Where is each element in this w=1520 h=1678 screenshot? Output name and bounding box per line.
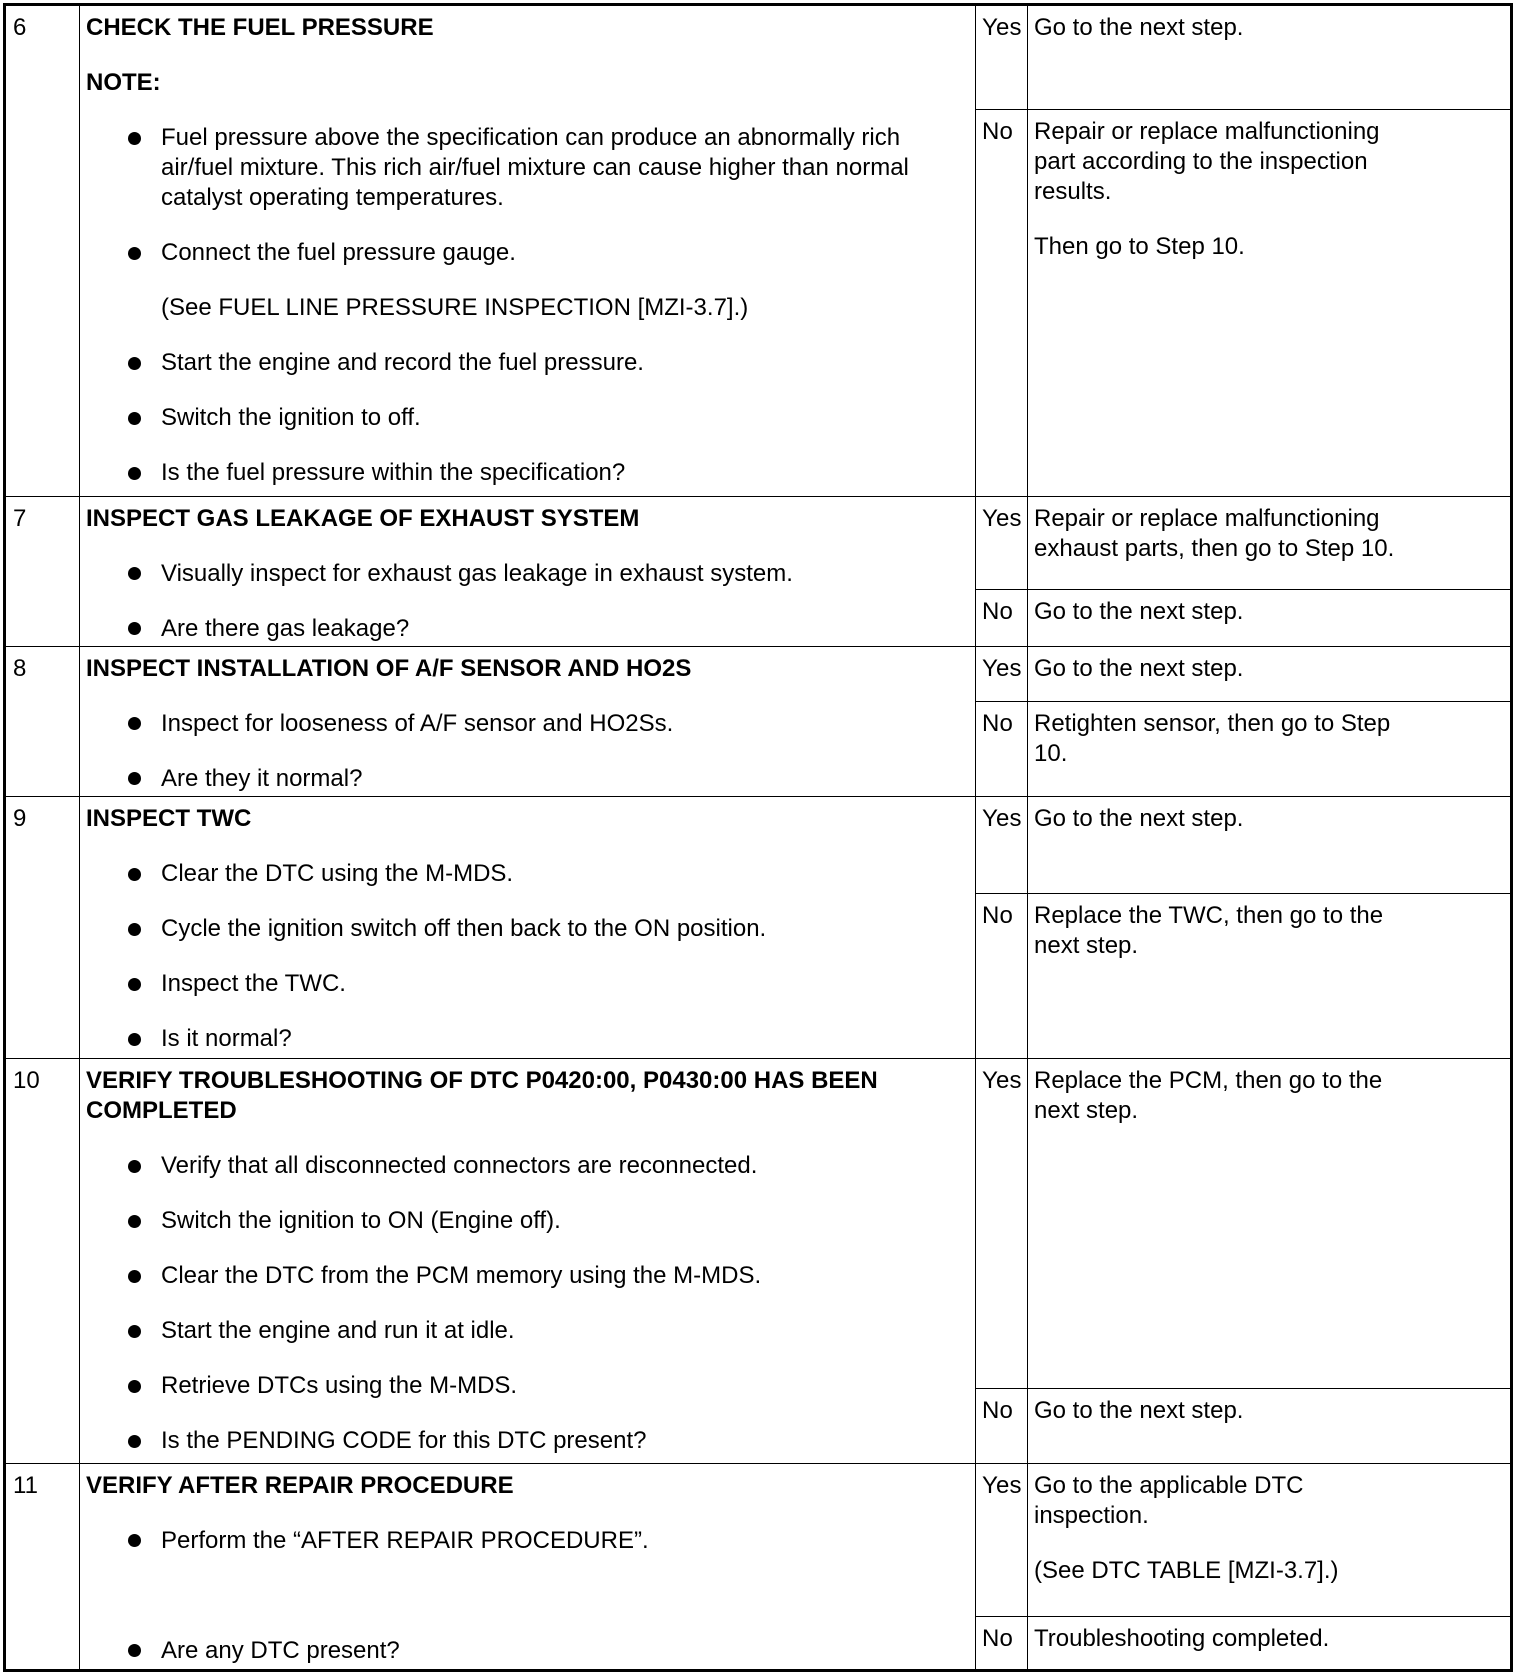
bullet-text: Are they it normal? (161, 764, 363, 792)
result-text: Go to the next step. (1034, 805, 1244, 833)
step-title: INSPECT TWC (86, 805, 252, 833)
bullet-dot-icon (128, 1261, 161, 1291)
step-title: VERIFY TROUBLESHOOTING OF DTC P0420:00, P0430:00 HAS BEEN COMPLETED (86, 1067, 878, 1125)
bullet-item (128, 123, 969, 213)
bullet-item (128, 1526, 969, 1556)
bullet-item (128, 764, 969, 794)
bullet-text: Fuel pressure above the specification can produce an abnormally rich air/fuel mixture. This rich air/fuel mixture can cause higher than normal catalyst operating temperatures. (161, 124, 909, 211)
bullet-dot-icon (128, 1371, 161, 1401)
result-no-label: No (976, 109, 1028, 496)
bullet-dot-icon (128, 1426, 161, 1456)
result-yes-label: Yes (976, 1059, 1028, 1389)
step-row (5, 5, 1512, 110)
bullet-dot-icon (128, 1526, 161, 1556)
step-body (80, 5, 976, 497)
bullet-dot-icon (128, 123, 161, 153)
result-yes-action (1028, 1059, 1512, 1389)
bullet-text: Is the PENDING CODE for this DTC present? (161, 1427, 647, 1455)
step-row (5, 797, 1512, 893)
result-text: Go to the next step. (1034, 654, 1244, 682)
result-no-label: No (976, 893, 1028, 1059)
bullet-dot-icon (128, 914, 161, 944)
bullet-item (128, 1024, 969, 1054)
step-number: 10 (5, 1059, 80, 1463)
bullet-text: Switch the ignition to ON (Engine off). (161, 1207, 561, 1235)
bullet-item (128, 238, 969, 268)
bullet-item (128, 1426, 969, 1456)
bullet-text: Verify that all disconnected connectors are reconnected. (161, 1152, 758, 1180)
result-yes-action (1028, 1463, 1512, 1616)
bullet-text: Clear the DTC from the PCM memory using the M-MDS. (161, 1262, 762, 1290)
step-number: 9 (5, 797, 80, 1059)
result-yes-label: Yes (976, 5, 1028, 110)
bullet-item (128, 403, 969, 433)
result-text: Repair or replace malfunctioning exhaust parts, then go to Step 10. (1034, 504, 1395, 562)
step-body (80, 1463, 976, 1670)
result-yes-action (1028, 646, 1512, 701)
bullet-text: Start the engine and record the fuel pressure. (161, 349, 644, 376)
bullet-item (128, 859, 969, 889)
bullet-text: Retrieve DTCs using the M-MDS. (161, 1372, 518, 1400)
step-row (5, 496, 1512, 590)
bullet-dot-icon (128, 1636, 161, 1666)
bullet-dot-icon (128, 559, 161, 589)
result-yes-label: Yes (976, 646, 1028, 701)
bullet-dot-icon (128, 709, 161, 739)
result-text: Then go to Step 10. (1034, 232, 1245, 260)
step-row (5, 1463, 1512, 1616)
step-body (80, 646, 976, 796)
bullet-item (128, 1151, 969, 1181)
step-row (5, 646, 1512, 701)
bullet-item (128, 1636, 969, 1666)
result-no-label: No (976, 1389, 1028, 1463)
result-yes-action (1028, 5, 1512, 110)
result-yes-label: Yes (976, 1463, 1028, 1616)
bullet-dot-icon (128, 458, 161, 488)
result-yes-action (1028, 496, 1512, 590)
bullet-text: Connect the fuel pressure gauge. (161, 239, 516, 266)
bullet-dot-icon (128, 969, 161, 999)
result-no-label: No (976, 1616, 1028, 1670)
bullet-text: Switch the ignition to off. (161, 404, 421, 431)
result-yes-label: Yes (976, 797, 1028, 893)
bullet-dot-icon (128, 764, 161, 794)
result-no-action (1028, 109, 1512, 496)
bullet-text: Perform the “AFTER REPAIR PROCEDURE”. (161, 1526, 649, 1554)
bullet-item (128, 559, 969, 589)
bullet-dot-icon (128, 348, 161, 378)
result-text: Go to the next step. (1034, 14, 1244, 41)
troubleshooting-document (3, 3, 1510, 1672)
bullet-dot-icon (128, 1024, 161, 1054)
bullet-text: Inspect the TWC. (161, 970, 346, 998)
result-no-action (1028, 702, 1512, 797)
bullet-item (128, 969, 969, 999)
result-text: Replace the PCM, then go to the next step. (1034, 1067, 1383, 1125)
result-text: Troubleshooting completed. (1034, 1624, 1330, 1652)
result-text: Replace the TWC, then go to the next step. (1034, 901, 1384, 959)
bullet-item (128, 1261, 969, 1291)
result-no-label: No (976, 702, 1028, 797)
bullet-dot-icon (128, 1316, 161, 1346)
bullet-dot-icon (128, 1151, 161, 1181)
step-title: CHECK THE FUEL PRESSURE (86, 14, 434, 41)
bullet-item (128, 1206, 969, 1236)
result-no-action (1028, 893, 1512, 1059)
result-text: Go to the next step. (1034, 598, 1244, 626)
bullet-item (128, 1371, 969, 1401)
step-number: 6 (5, 5, 80, 497)
step-body (80, 496, 976, 646)
bullet-text: Are there gas leakage? (161, 614, 410, 642)
bullet-dot-icon (128, 403, 161, 433)
step-title: INSPECT INSTALLATION OF A/F SENSOR AND HO2S (86, 654, 692, 682)
reference-note: (See FUEL LINE PRESSURE INSPECTION [MZI-3.7].) (161, 294, 749, 321)
bullet-text: Cycle the ignition switch off then back to the ON position. (161, 915, 767, 943)
result-text: Repair or replace malfunctioning part according to the inspection results. (1034, 117, 1380, 205)
result-no-action (1028, 1616, 1512, 1670)
bullet-text: Clear the DTC using the M-MDS. (161, 860, 514, 888)
result-text: Go to the next step. (1034, 1397, 1244, 1425)
bullet-dot-icon (128, 1206, 161, 1236)
spacer (86, 1556, 969, 1611)
bullet-text: Inspect for looseness of A/F sensor and HO2Ss. (161, 709, 674, 737)
result-text: (See DTC TABLE [MZI-3.7].) (1034, 1556, 1339, 1584)
result-no-action (1028, 1389, 1512, 1463)
bullet-item (128, 914, 969, 944)
bullet-dot-icon (128, 238, 161, 268)
bullet-text: Are any DTC present? (161, 1636, 400, 1664)
result-no-label: No (976, 590, 1028, 647)
bullet-dot-icon (128, 614, 161, 644)
bullet-text: Is the fuel pressure within the specification? (161, 459, 626, 486)
result-yes-action (1028, 797, 1512, 893)
step-body (80, 797, 976, 1059)
note-label: NOTE: (86, 69, 161, 96)
bullet-item (128, 614, 969, 644)
step-number: 8 (5, 646, 80, 796)
step-title: INSPECT GAS LEAKAGE OF EXHAUST SYSTEM (86, 504, 640, 532)
troubleshooting-table (3, 3, 1513, 1672)
step-row (5, 1059, 1512, 1389)
bullet-item (128, 709, 969, 739)
result-text: Retighten sensor, then go to Step 10. (1034, 710, 1391, 768)
step-number: 7 (5, 496, 80, 646)
bullet-text: Visually inspect for exhaust gas leakage in exhaust system. (161, 559, 793, 587)
bullet-dot-icon (128, 859, 161, 889)
bullet-text: Start the engine and run it at idle. (161, 1317, 515, 1345)
step-title: VERIFY AFTER REPAIR PROCEDURE (86, 1471, 514, 1499)
step-number: 11 (5, 1463, 80, 1670)
result-no-action (1028, 590, 1512, 647)
bullet-item (128, 348, 969, 378)
bullet-item (128, 458, 969, 488)
result-yes-label: Yes (976, 496, 1028, 590)
bullet-text: Is it normal? (161, 1025, 292, 1053)
bullet-item (128, 1316, 969, 1346)
result-text: Go to the applicable DTC inspection. (1034, 1471, 1304, 1529)
step-body (80, 1059, 976, 1463)
